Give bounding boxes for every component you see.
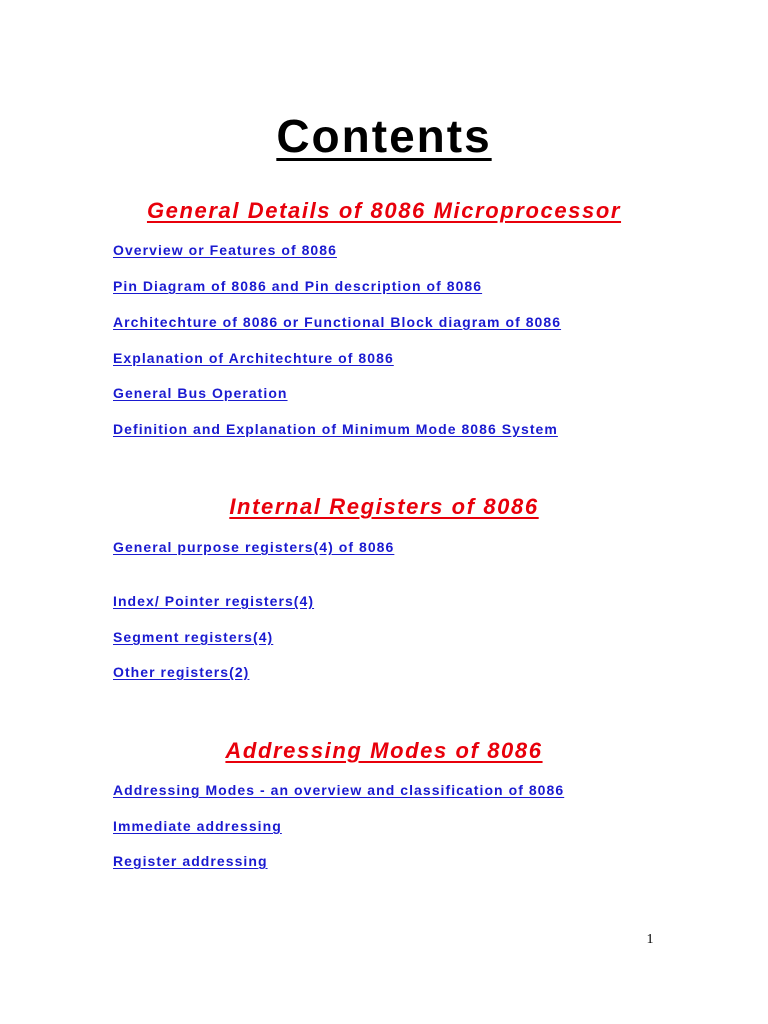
- toc-link-addressing-overview[interactable]: Addressing Modes - an overview and classification of 8086: [113, 782, 565, 798]
- toc-link-segment-registers[interactable]: Segment registers(4): [113, 629, 274, 645]
- toc-link-architecture-block-diagram[interactable]: Architechture of 8086 or Functional Block diagram of 8086: [113, 314, 562, 330]
- toc-link-other-registers[interactable]: Other registers(2): [113, 664, 250, 680]
- page-title: Contents: [276, 110, 492, 162]
- toc-link-register-addressing[interactable]: Register addressing: [113, 853, 268, 869]
- toc-link-architecture-explanation[interactable]: Explanation of Architechture of 8086: [113, 350, 394, 366]
- toc-link-overview[interactable]: Overview or Features of 8086: [113, 242, 337, 258]
- toc-link-index-pointer-registers[interactable]: Index/ Pointer registers(4): [113, 593, 315, 609]
- toc-link-minimum-mode[interactable]: Definition and Explanation of Minimum Mode 8086 System: [113, 421, 558, 437]
- page-number: 1: [646, 932, 654, 947]
- section-heading-internal-registers: Internal Registers of 8086: [229, 494, 539, 519]
- section-heading-addressing-modes: Addressing Modes of 8086: [225, 738, 543, 763]
- section-heading-general-details: General Details of 8086 Microprocessor: [146, 198, 622, 223]
- toc-link-immediate-addressing[interactable]: Immediate addressing: [113, 818, 282, 834]
- toc-link-pin-diagram[interactable]: Pin Diagram of 8086 and Pin description of 8086: [113, 278, 483, 294]
- toc-link-general-bus-operation[interactable]: General Bus Operation: [113, 385, 288, 401]
- toc-link-general-purpose-registers[interactable]: General purpose registers(4) of 8086: [113, 539, 395, 555]
